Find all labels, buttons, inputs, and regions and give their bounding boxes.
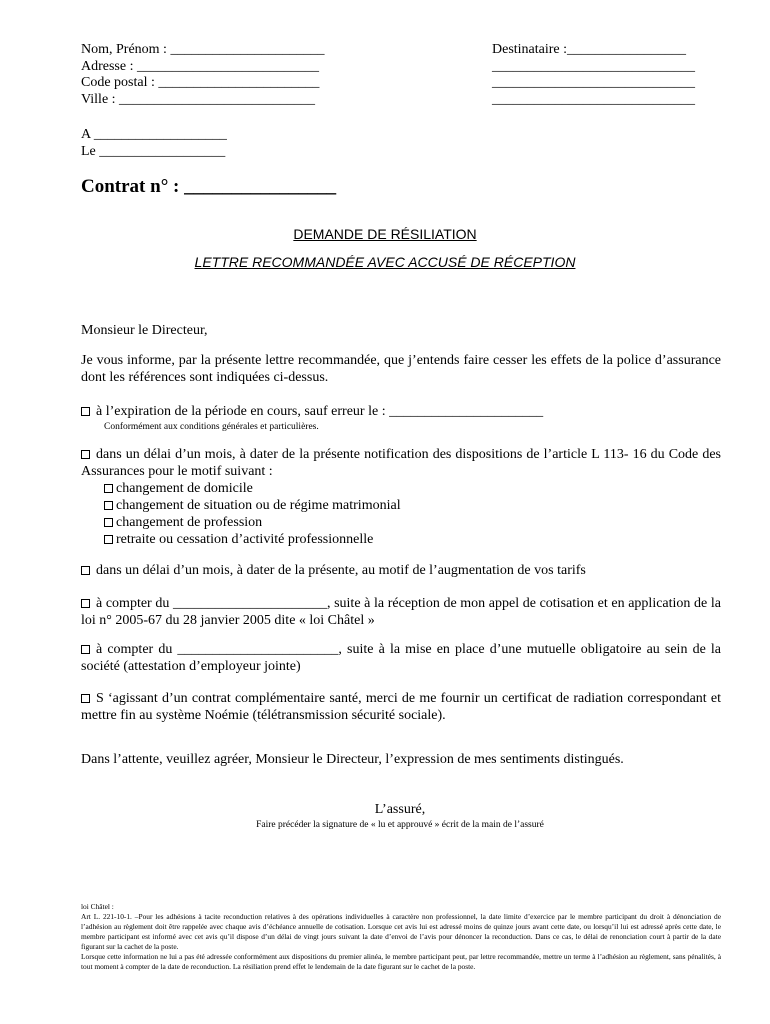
signature-note: Faire précéder la signature de « lu et approuvé » écrit de la main de l’assuré <box>256 820 544 830</box>
sender-address-line: Adresse : __________________________ <box>81 58 319 74</box>
sender-city-line: Ville : ____________________________ <box>81 91 316 107</box>
intro-paragraph: Je vous informe, par la présente lettre recommandée, que j’entends faire cesser les effets de la police d’assurance dont les références sont indiquées ci-dessus. <box>81 353 721 385</box>
checkbox-icon[interactable] <box>81 407 90 416</box>
document-title: DEMANDE DE RÉSILIATION <box>293 226 477 242</box>
closing-paragraph: Dans l’attente, veuillez agréer, Monsieur le Directeur, l’expression de mes sentiments distingués. <box>81 752 624 767</box>
option-sante <box>81 690 721 724</box>
sender-name-line: Nom, Prénom : ______________________ <box>81 42 325 57</box>
checkbox-icon[interactable] <box>81 694 90 703</box>
option-chatel-text: à compter du ______________________, suite à la réception de mon appel de cotisation et en application de la loi n° 2005-67 du 28 janvier 2005 dite « loi Châtel » <box>81 596 721 628</box>
date-line: Le __________________ <box>81 144 226 159</box>
footer-notes <box>81 902 721 972</box>
checkbox-icon[interactable] <box>104 484 113 493</box>
option-mutuelle <box>81 641 721 675</box>
motif-item: retraite ou cessation d’activité professionnelle <box>104 531 704 548</box>
motif-item: changement de domicile <box>104 480 704 497</box>
option-mutuelle-text: à compter du _______________________, suite à la mise en place d’une mutuelle obligatoire au sein de la société (attestation d’employeur jointe) <box>81 642 721 674</box>
signature-label: L’assuré, <box>374 802 426 817</box>
place-line: A ___________________ <box>81 127 227 142</box>
sender-postal-code-line: Code postal : _______________________ <box>81 75 320 90</box>
option-expiration-text: à l’expiration de la période en cours, sauf erreur le : ______________________ <box>96 404 544 419</box>
option-expiration-note: Conformément aux conditions générales et particulières. <box>104 422 319 432</box>
contract-number-line: Contrat n° : ________________ <box>81 176 337 197</box>
footer-paragraph-1: Art L. 221-10-1. –Pour les adhésions à tacite reconduction relatives à des opérations individuelles à caractère non professionnel, la date limite d’exercice par le membre participant du droit à dénonciation de l’adhésion au règlement doit être rappelée avec chaque avis d’échéance annuelle de cotisation. Lorsque cet avis lui est adressé moins de quinze jours avant cette date, ou lorsqu’il lui est adressé après cette date, le membre participant est informé avec cet avis qu’il dispose d’un délai de vingt jours suivant la date d’envoi de l’avis pour dénoncer la reconduction. Dans ce cas, le délai de renonciation court à partir de la date figurant sur la cachet de la poste. <box>81 912 721 951</box>
footer-paragraph-2: Lorsque cette information ne lui a pas été adressée conformément aux dispositions du premier alinéa, le membre participant peut, par lettre recommandée, mettre un terme à l’adhésion au règlement, sans pénalités, à tout moment à compter de la date de reconduction. La résiliation prend effet le lendemain de la date figurant sur le cachet de la poste. <box>81 952 721 971</box>
motif-item: changement de situation ou de régime matrimonial <box>104 497 704 514</box>
checkbox-icon[interactable] <box>81 450 90 459</box>
option-tarifs <box>81 562 721 579</box>
option-delai-motif <box>81 446 721 480</box>
checkbox-icon[interactable] <box>81 645 90 654</box>
recipient-line-1: _____________________________ <box>492 58 695 74</box>
checkbox-icon[interactable] <box>104 518 113 527</box>
motif-item: changement de profession <box>104 514 704 531</box>
footer-heading: loi Châtel : <box>81 902 114 911</box>
recipient-block <box>492 42 695 108</box>
recipient-line-3: _____________________________ <box>492 91 695 107</box>
option-chatel <box>81 595 721 629</box>
sender-block <box>81 42 324 108</box>
option-tarifs-text: dans un délai d’un mois, à dater de la présente, au motif de l’augmentation de vos tarifs <box>96 563 586 578</box>
document-subtitle: LETTRE RECOMMANDÉE AVEC ACCUSÉ DE RÉCEPTION <box>194 254 576 270</box>
option-expiration <box>81 403 721 420</box>
checkbox-icon[interactable] <box>81 599 90 608</box>
checkbox-icon[interactable] <box>104 501 113 510</box>
checkbox-icon[interactable] <box>81 566 90 575</box>
recipient-line-2: _____________________________ <box>492 75 695 90</box>
motif-list <box>104 480 704 548</box>
option-delai-motif-text: dans un délai d’un mois, à dater de la présente notification des dispositions de l’article L 113- 16 du Code des Assurances pour le motif suivant : <box>81 447 721 479</box>
checkbox-icon[interactable] <box>104 535 113 544</box>
recipient-label-line: Destinataire :_________________ <box>492 42 687 57</box>
option-sante-text: S ‘agissant d’un contrat complémentaire santé, merci de me fournir un certificat de radiation correspondant et mettre fin au système Noémie (télétransmission sécurité sociale). <box>81 691 721 723</box>
salutation: Monsieur le Directeur, <box>81 323 208 338</box>
